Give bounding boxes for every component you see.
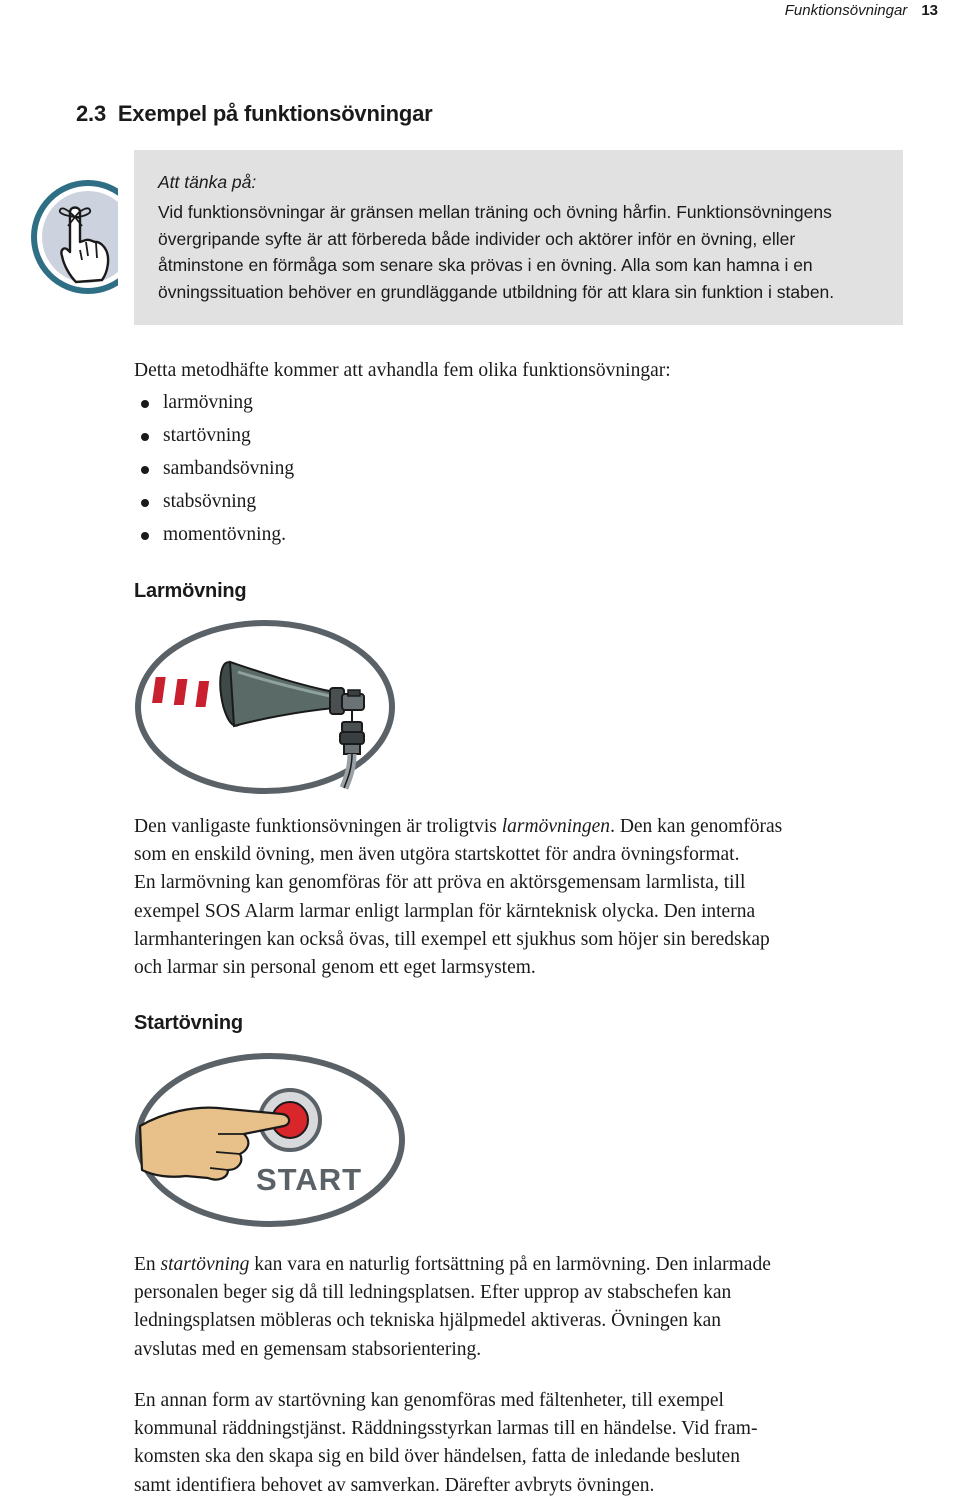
list-item: momentövning. — [134, 522, 294, 555]
start-line-4: avslutas med en gemensam stabsorientering. — [134, 1338, 482, 1360]
start-button-label: START — [256, 1162, 363, 1197]
start-p2-line-2: kommunal räddningstjänst. Räddningsstyrkan larmas till en händelse. Vid fram- — [134, 1418, 758, 1440]
start-heading: Startövning — [134, 1012, 243, 1034]
start-term: startövning — [160, 1254, 250, 1275]
think-line-1: Vid funktionsövningar är gränsen mellan träning och övning hårfin. Funktionsövningens — [158, 202, 832, 222]
running-head-title: Funktionsövningar — [784, 1, 908, 19]
larm-line-3: En larmövning kan genomföras för att pröva en aktörsgemensam larmlista, till — [134, 872, 746, 894]
think-box — [134, 150, 903, 325]
larm-line-1-pre: Den vanligaste funktionsövningen är troligtvis — [134, 816, 502, 837]
intro-text: Detta metodhäfte kommer att avhandla fem olika funktionsövningar: — [134, 360, 671, 381]
start-line-1-post: kan vara en naturlig fortsättning på en larmövning. Den inlarmade — [249, 1254, 771, 1275]
finger-string-reminder-icon — [30, 180, 118, 294]
start-line-1-pre: En — [134, 1254, 161, 1275]
larm-paragraph — [134, 813, 924, 982]
section-number: 2.3 — [76, 101, 106, 126]
larm-line-4: exempel SOS Alarm larmar enligt larmplan för kärnteknisk olycka. Den interna — [134, 900, 756, 922]
exercise-list — [134, 390, 294, 555]
start-paragraph-1 — [134, 1251, 924, 1364]
start-line-2: personalen beger sig då till ledningsplatsen. Efter upprop av stabschefen kan — [134, 1282, 732, 1304]
think-box-title: Att tänka på: — [158, 172, 257, 192]
list-item: sambandsövning — [134, 456, 294, 489]
page-number: 13 — [921, 1, 938, 19]
start-p2-line-3: komsten ska den skapa sig en bild över händelsen, fatta de inledande besluten — [134, 1446, 740, 1468]
think-box-text — [158, 199, 883, 305]
larm-line-2: som en enskild övning, men även utgöra startskottet för andra övningsformat. — [134, 844, 740, 866]
list-item: startövning — [134, 423, 294, 456]
finger-pressing-start-button-icon — [134, 1050, 408, 1232]
alarm-horn-icon — [134, 618, 400, 800]
start-p2-line-4: samt identifiera behovet av samverkan. Därefter avbryts övningen. — [134, 1474, 655, 1496]
running-head — [785, 0, 938, 20]
start-line-3: ledningsplatsen möbleras och tekniska hjälpmedel aktiveras. Övningen kan — [134, 1310, 722, 1332]
section-heading — [76, 101, 433, 127]
larm-line-5: larmhanteringen kan också övas, till exempel ett sjukhus som höjer sin beredskap — [134, 928, 770, 950]
section-title: Exempel på funktionsövningar — [117, 101, 433, 126]
list-item: larmövning — [134, 390, 294, 423]
larm-heading: Larmövning — [134, 580, 247, 602]
think-line-3: åtminstone en förmåga som senare ska prövas i en övning. Alla som kan hamna i en — [158, 255, 813, 275]
list-item: stabsövning — [134, 489, 294, 522]
start-p2-line-1: En annan form av startövning kan genomföras med fältenheter, till exempel — [134, 1390, 724, 1411]
think-line-4: övningssituation behöver en grundläggande utbildning för att klara sin funktion i staben. — [158, 281, 835, 302]
start-paragraph-2 — [134, 1387, 924, 1500]
larm-term: larmövningen — [501, 816, 611, 837]
larm-line-1-post: . Den kan genomföras — [610, 816, 783, 837]
think-line-2: övergripande syfte är att förbereda både individer och aktörer inför en övning, eller — [158, 228, 796, 249]
larm-line-6: och larmar sin personal genom ett eget larmsystem. — [134, 957, 536, 979]
